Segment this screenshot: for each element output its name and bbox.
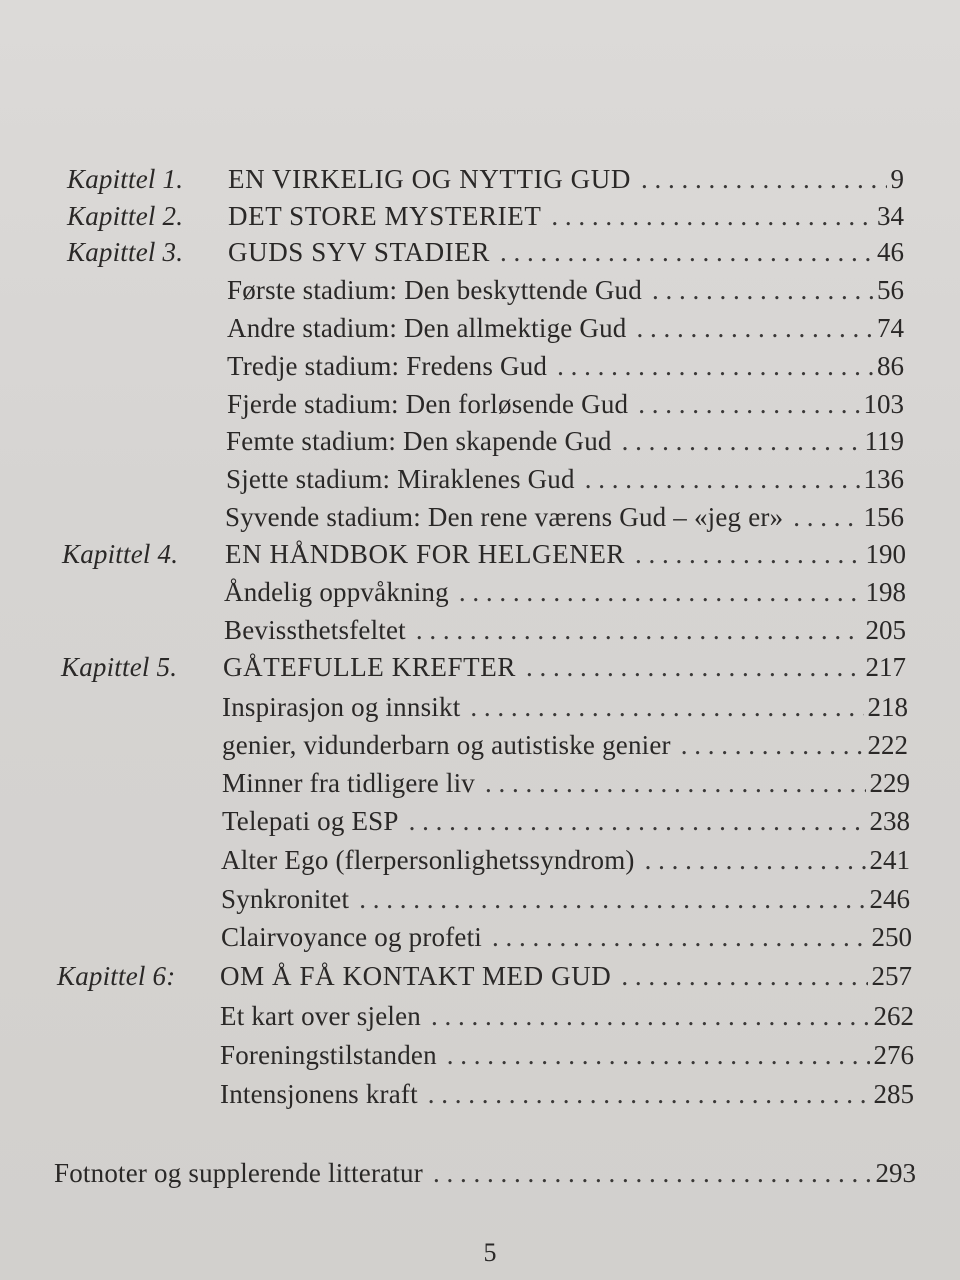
toc-section-row — [227, 275, 904, 313]
toc-entry-page: 56 — [877, 275, 904, 305]
toc-entry-page: 74 — [877, 313, 904, 343]
toc-entry-page: 262 — [873, 1001, 914, 1031]
toc-entry-title: Fotnoter og supplerende litteratur — [54, 1158, 423, 1188]
dot-leader — [416, 615, 862, 646]
toc-section-row — [220, 1079, 914, 1117]
toc-entry-title: Alter Ego (flerpersonlighetssyndrom) — [221, 845, 635, 875]
toc-entry-page: 276 — [873, 1040, 914, 1070]
toc-entry-title: EN HÅNDBOK FOR HELGENER — [225, 539, 626, 569]
dot-leader — [652, 275, 873, 306]
toc-section-row — [225, 502, 904, 540]
toc-entry-page: 246 — [869, 884, 910, 914]
toc-entry-title: Første stadium: Den beskyttende Gud — [227, 275, 642, 305]
toc-entry-title: Intensjonens kraft — [220, 1079, 418, 1109]
toc-entry-title: DET STORE MYSTERIET — [228, 201, 542, 231]
dot-leader — [637, 313, 873, 344]
toc-entry-page: 198 — [865, 577, 906, 607]
toc-entry-page: 257 — [871, 961, 912, 991]
dot-leader — [622, 426, 861, 457]
dot-leader — [492, 922, 867, 953]
toc-chapter-label: Kapittel 4. — [62, 539, 179, 569]
toc-entry-page: 250 — [871, 922, 912, 952]
toc-entry-page: 190 — [865, 539, 906, 569]
toc-chapter-row — [220, 961, 912, 999]
dot-leader — [551, 201, 873, 232]
toc-entry-title: EN VIRKELIG OG NYTTIG GUD — [228, 164, 631, 194]
toc-chapter-row — [225, 539, 906, 577]
toc-entry-page: 229 — [869, 768, 910, 798]
toc-entry-title: Femte stadium: Den skapende Gud — [226, 426, 612, 456]
toc-entry-page: 119 — [864, 426, 904, 456]
toc-entry-title: genier, vidunderbarn og autistiske genier — [222, 730, 671, 760]
toc-footer-entry — [54, 1158, 916, 1196]
toc-entry-page: 222 — [867, 730, 908, 760]
toc-entry-page: 238 — [869, 806, 910, 836]
toc-section-row — [222, 692, 908, 730]
toc-entry-title: Syvende stadium: Den rene værens Gud – «jeg er» — [225, 502, 784, 532]
toc-section-row — [222, 806, 910, 844]
toc-chapter-row — [228, 201, 904, 239]
dot-leader — [409, 806, 866, 837]
toc-entry-title: Andre stadium: Den allmektige Gud — [227, 313, 627, 343]
toc-chapter-label: Kapittel 1. — [67, 164, 184, 194]
dot-leader — [485, 768, 866, 799]
toc-chapter-row — [228, 164, 904, 202]
toc-section-row — [221, 845, 910, 883]
dot-leader — [638, 389, 859, 420]
toc-section-row — [227, 389, 904, 427]
toc-entry-page: 156 — [863, 502, 904, 532]
toc-entry-page: 293 — [875, 1158, 916, 1188]
dot-leader — [447, 1040, 870, 1071]
dot-leader — [793, 502, 859, 533]
toc-section-row — [224, 577, 906, 615]
toc-entry-title: Minner fra tidligere liv — [222, 768, 475, 798]
toc-entry-title: Fjerde stadium: Den forløsende Gud — [227, 389, 629, 419]
toc-entry-title: Åndelig oppvåkning — [224, 577, 449, 607]
toc-section-row — [224, 615, 906, 653]
dot-leader — [557, 351, 873, 382]
toc-section-row — [222, 730, 908, 768]
dot-leader — [621, 961, 867, 992]
toc-chapter-label: Kapittel 3. — [67, 237, 184, 267]
dot-leader — [433, 1158, 872, 1189]
toc-entry-title: Bevissthetsfeltet — [224, 615, 406, 645]
toc-section-row — [226, 464, 904, 502]
dot-leader — [635, 539, 861, 570]
dot-leader — [459, 577, 862, 608]
dot-leader — [645, 845, 866, 876]
toc-entry-title: GUDS SYV STADIER — [228, 237, 490, 267]
dot-leader — [526, 652, 862, 683]
toc-section-row — [220, 1040, 914, 1078]
dot-leader — [641, 164, 887, 195]
toc-entry-page: 241 — [869, 845, 910, 875]
dot-leader — [681, 730, 864, 761]
dot-leader — [428, 1079, 870, 1110]
toc-entry-title: Sjette stadium: Miraklenes Gud — [226, 464, 575, 494]
toc-section-row — [226, 426, 904, 464]
toc-chapter-label: Kapittel 6: — [57, 961, 176, 991]
dot-leader — [431, 1001, 870, 1032]
toc-entry-title: GÅTEFULLE KREFTER — [223, 652, 516, 682]
toc-entry-title: Telepati og ESP — [222, 806, 399, 836]
toc-entry-title: Foreningstilstanden — [220, 1040, 437, 1070]
toc-entry-page: 205 — [865, 615, 906, 645]
page-number: 5 — [483, 1238, 497, 1267]
dot-leader — [585, 464, 860, 495]
toc-entry-page: 136 — [863, 464, 904, 494]
toc-entry-page: 217 — [865, 652, 906, 682]
toc-entry-page: 86 — [877, 351, 904, 381]
toc-section-row — [220, 1001, 914, 1039]
toc-entry-page: 285 — [873, 1079, 914, 1109]
toc-entry-title: Inspirasjon og innsikt — [222, 692, 461, 722]
toc-entry-title: OM Å FÅ KONTAKT MED GUD — [220, 961, 612, 991]
dot-leader — [500, 237, 873, 268]
toc-chapter-row — [223, 652, 906, 690]
toc-entry-page: 9 — [890, 164, 904, 194]
toc-entry-title: Tredje stadium: Fredens Gud — [227, 351, 548, 381]
toc-chapter-label: Kapittel 5. — [61, 652, 178, 682]
toc-section-row — [227, 313, 904, 351]
toc-entry-page: 34 — [877, 201, 904, 231]
toc-chapter-row — [228, 237, 904, 275]
dot-leader — [359, 884, 865, 915]
dot-leader — [470, 692, 863, 723]
toc-entry-page: 103 — [863, 389, 904, 419]
toc-entry-page: 46 — [877, 237, 904, 267]
toc-section-row — [221, 884, 910, 922]
toc-section-row — [221, 922, 912, 960]
toc-entry-title: Et kart over sjelen — [220, 1001, 421, 1031]
toc-section-row — [222, 768, 910, 806]
toc-section-row — [227, 351, 904, 389]
toc-entry-page: 218 — [867, 692, 908, 722]
toc-entry-title: Clairvoyance og profeti — [221, 922, 483, 952]
toc-entry-title: Synkronitet — [221, 884, 350, 914]
toc-chapter-label: Kapittel 2. — [67, 201, 184, 231]
